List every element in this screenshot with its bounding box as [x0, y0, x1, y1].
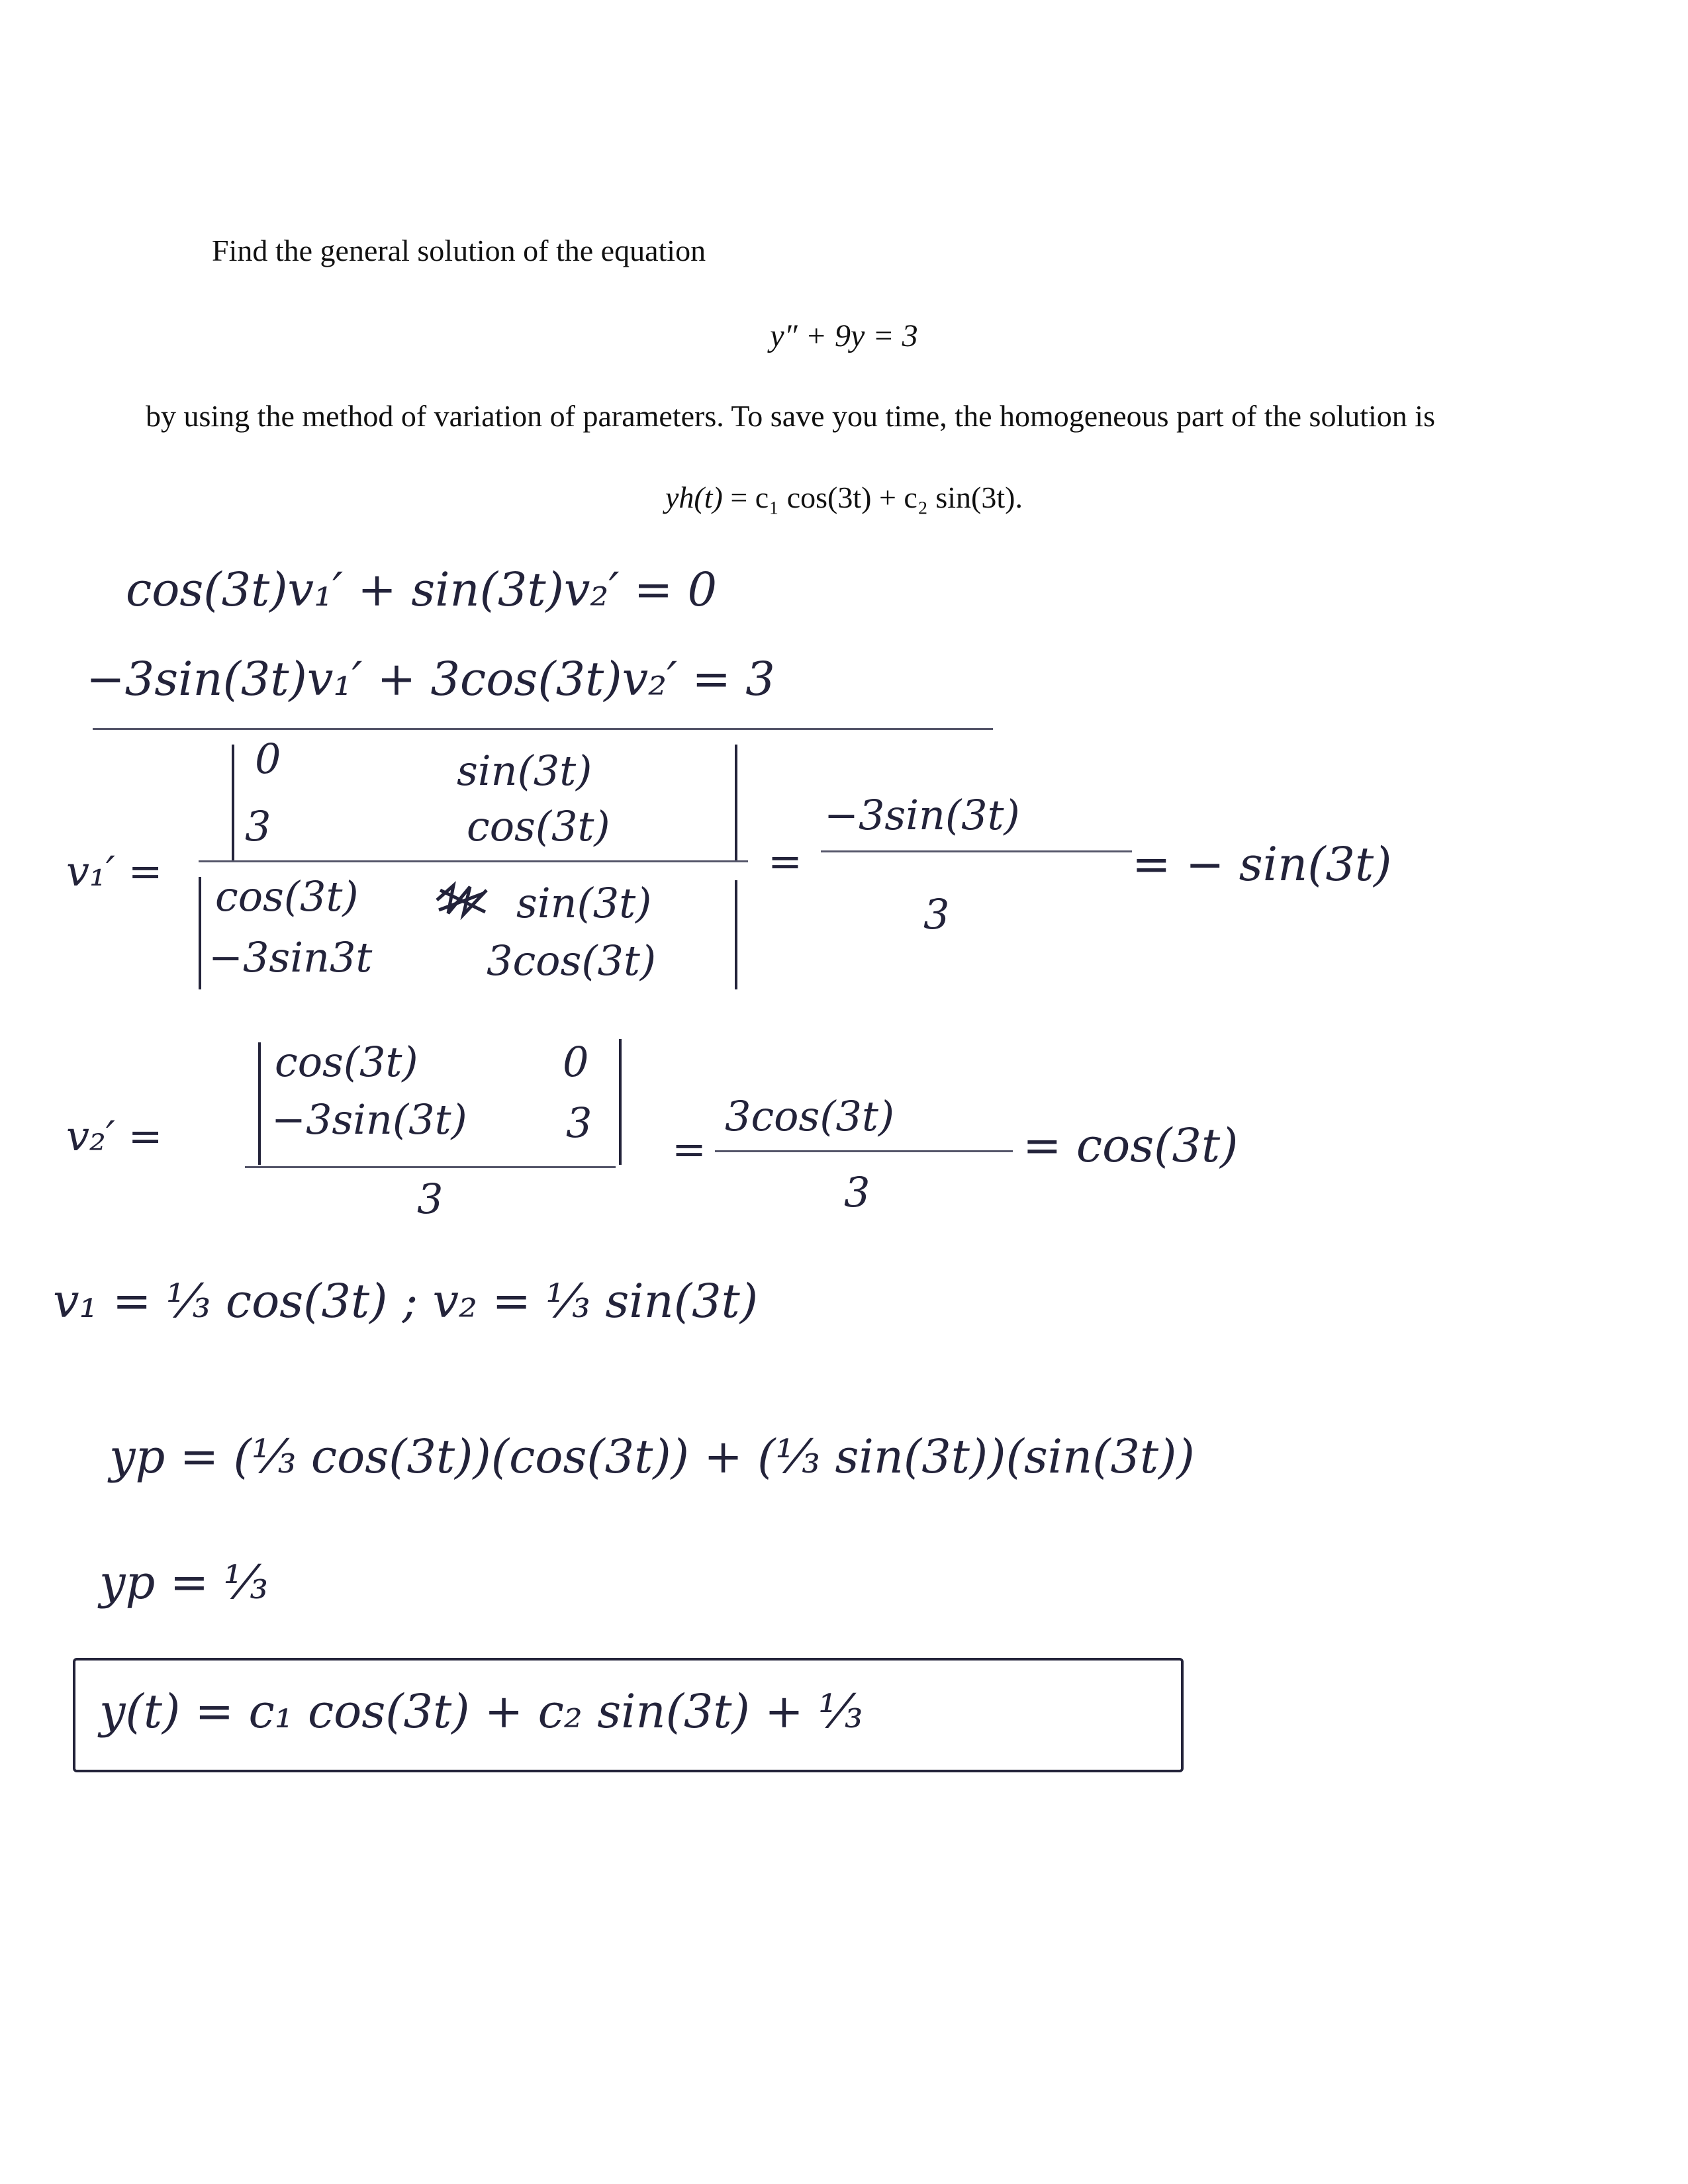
system-underline	[93, 728, 993, 730]
v1-fraction-bar	[199, 860, 748, 862]
v1-num-det-right-bar	[735, 745, 737, 860]
v2-fraction-denominator: 3	[844, 1168, 870, 1216]
v1-fraction-denominator: 3	[923, 890, 950, 938]
v2-result: = cos(3t)	[1023, 1118, 1239, 1173]
v2-num-r1c2: 0	[563, 1038, 589, 1086]
system-equation-2: −3sin(3t)v₁′ + 3cos(3t)v₂′ = 3	[86, 652, 775, 706]
homogeneous-solution	[0, 480, 1688, 515]
yp-result: yp = ⅓	[99, 1555, 269, 1610]
v1-den-r1c2: sin(3t)	[516, 879, 652, 927]
v2-num-r2c2: 3	[566, 1099, 592, 1147]
v1-den-det-left-bar	[199, 877, 201, 989]
homogeneous-rhs: = c₁ cos(3t) + c₂ sin(3t).	[730, 480, 1023, 514]
v2-fraction-numerator: 3cos(3t)	[725, 1092, 895, 1140]
v1-num-r1c2: sin(3t)	[457, 747, 592, 795]
v2-num-r1c1: cos(3t)	[275, 1038, 418, 1086]
yp-expansion: yp = (⅓ cos(3t))(cos(3t)) + (⅓ sin(3t))(sin(3t))	[109, 1430, 1195, 1484]
v1-den-r1c1: cos(3t)	[215, 872, 359, 921]
scribble-mark	[434, 880, 490, 920]
given-equation: y″ + 9y = 3	[770, 318, 918, 353]
v2-num-det-left-bar	[258, 1042, 261, 1165]
problem-intro: Find the general solution of the equation	[212, 234, 706, 267]
v2-simplify-bar	[715, 1150, 1013, 1152]
v1-prime-label: v₁′ =	[66, 847, 163, 895]
final-answer: y(t) = c₁ cos(3t) + c₂ sin(3t) + ⅓	[99, 1684, 863, 1739]
homogeneous-lhs: yh(t)	[665, 480, 723, 514]
v2-num-det-right-bar	[619, 1039, 622, 1165]
system-equation-1: cos(3t)v₁′ + sin(3t)v₂′ = 0	[126, 563, 718, 617]
v1-num-det-left-bar	[232, 745, 234, 860]
v1-num-r2c1: 3	[245, 802, 271, 850]
v2-num-r2c1: −3sin(3t)	[271, 1095, 467, 1144]
v2-equals: =	[672, 1125, 706, 1173]
v1-simplify-bar	[821, 850, 1132, 852]
v2-denominator: 3	[417, 1175, 444, 1223]
v1-num-r2c2: cos(3t)	[467, 802, 610, 850]
v1-den-r2c1: −3sin3t	[209, 933, 373, 981]
v1-den-r2c2: 3cos(3t)	[487, 936, 657, 985]
v1-num-r1c1: 0	[255, 735, 281, 783]
v-integrated: v₁ = ⅓ cos(3t) ; v₂ = ⅓ sin(3t)	[53, 1274, 759, 1328]
v1-fraction-numerator: −3sin(3t)	[824, 791, 1020, 839]
v2-fraction-bar	[245, 1166, 616, 1168]
v2-prime-label: v₂′ =	[66, 1112, 163, 1160]
v1-den-det-right-bar	[735, 880, 737, 989]
v1-equals: =	[768, 837, 802, 886]
problem-instructions: by using the method of variation of parameters. To save you time, the homogeneous part of the solution is	[146, 399, 1435, 433]
v1-result: = − sin(3t)	[1132, 837, 1392, 891]
